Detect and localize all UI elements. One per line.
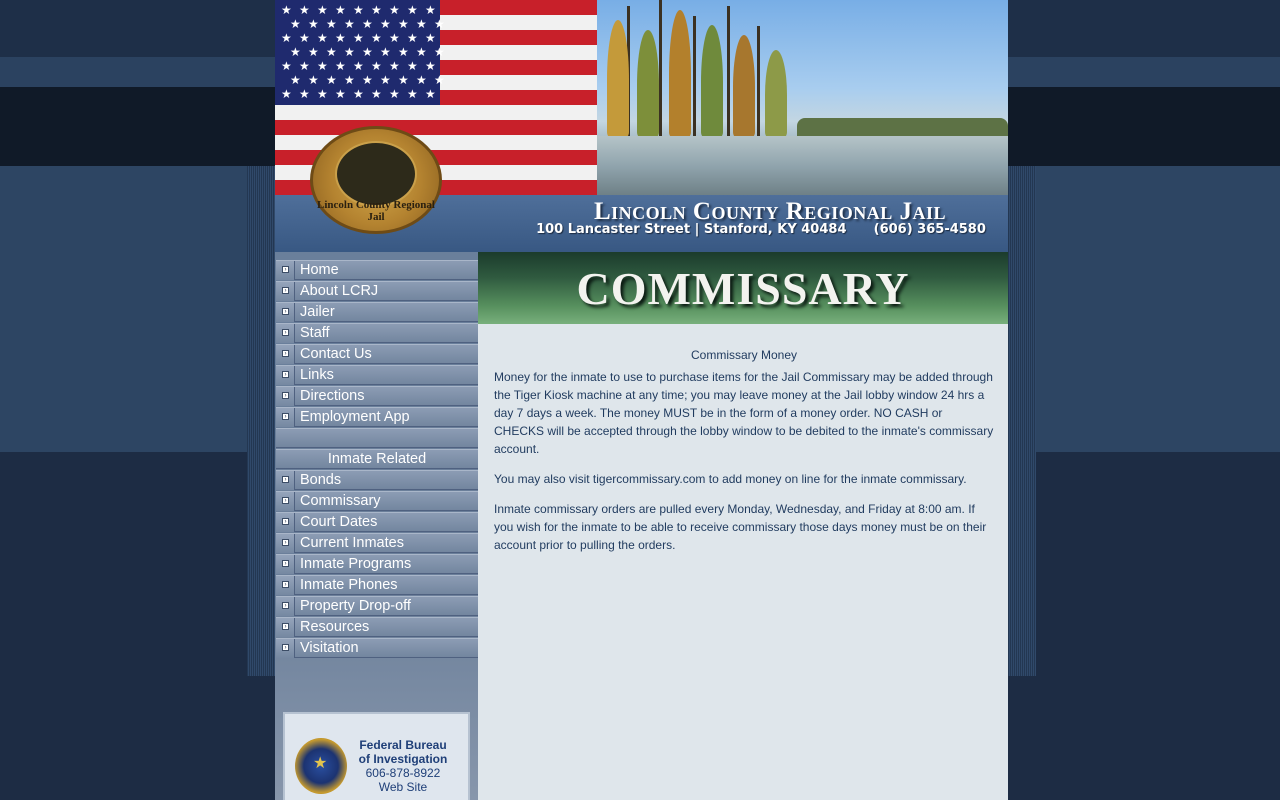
nav-item-home[interactable] <box>276 260 478 280</box>
nav-item-current-inmates[interactable] <box>276 533 478 553</box>
nav-item-about-lcrj[interactable] <box>276 281 478 301</box>
bullet-icon: › <box>276 324 295 343</box>
nav-spacer <box>276 428 478 448</box>
nav-item-links[interactable] <box>276 365 478 385</box>
nav-item-label: Current Inmates <box>300 535 404 551</box>
bullet-icon: › <box>276 492 295 511</box>
site-address: 100 Lancaster Street | Stanford, KY 40484 (606) 365-4580 <box>536 222 986 237</box>
nav-item-label: Inmate Programs <box>300 556 412 572</box>
bullet-icon: › <box>276 597 295 616</box>
page-title: COMMISSARY <box>576 263 910 314</box>
nav-section-header: Inmate Related <box>276 449 478 469</box>
county-seal-logo <box>310 126 442 234</box>
fbi-link-box[interactable] <box>283 712 470 800</box>
nav-item-contact-us[interactable] <box>276 344 478 364</box>
nav-item-label: Commissary <box>300 493 381 509</box>
bullet-icon: › <box>276 618 295 637</box>
bullet-icon: › <box>276 282 295 301</box>
nav-item-label: Directions <box>300 388 365 404</box>
page-banner <box>478 252 1008 324</box>
bullet-icon: › <box>276 261 295 280</box>
fbi-seal-icon <box>295 738 347 794</box>
lake-photo-image <box>597 0 1008 196</box>
nav-item-label: Contact Us <box>300 346 372 362</box>
site-header <box>275 0 1008 252</box>
nav-item-inmate-programs[interactable] <box>276 554 478 574</box>
page-shadow-left <box>247 166 275 676</box>
bullet-icon: › <box>276 387 295 406</box>
bullet-icon: › <box>276 639 295 658</box>
bullet-icon: › <box>276 408 295 427</box>
nav-item-inmate-phones[interactable] <box>276 575 478 595</box>
article-paragraph: Money for the inmate to use to purchase items for the Jail Commissary may be added through the Tiger Kiosk machine at any time; you may leave money at the Jail lobby window 24 hrs a day 7 days a week. The money MUST be in the form of a money order. NO CASH or CHECKS will be accepted through the lobby window to be debited to the inmate's commissary account. <box>494 370 994 456</box>
fbi-info <box>353 738 453 794</box>
fbi-phone: 606-878-8922 <box>365 766 441 780</box>
nav-item-staff[interactable] <box>276 323 478 343</box>
nav-item-label: Employment App <box>300 409 410 425</box>
nav-item-label: Property Drop-off <box>300 598 411 614</box>
page-container <box>275 0 1008 800</box>
nav-item-property-drop-off[interactable] <box>276 596 478 616</box>
nav-item-label: Bonds <box>300 472 342 488</box>
article <box>494 346 994 566</box>
nav-item-commissary[interactable] <box>276 491 478 511</box>
fbi-name-line1: Federal Bureau <box>359 738 447 752</box>
nav-item-label: Home <box>300 262 339 278</box>
nav-item-label: About LCRJ <box>300 283 379 299</box>
nav-item-label: Visitation <box>300 640 359 656</box>
bullet-icon: › <box>276 303 295 322</box>
nav-item-label: Resources <box>300 619 370 635</box>
fbi-name-line2: of Investigation <box>358 752 448 766</box>
article-heading: Commissary Money <box>690 348 798 362</box>
nav-item-jailer[interactable] <box>276 302 478 322</box>
nav-item-label: Staff <box>300 325 330 341</box>
american-flag-image: ★ ★ ★ ★ ★ ★ ★ ★ ★ ★ ★ ★ ★ ★ ★ ★ ★ ★ ★ ★ ★ ★ ★ ★ ★ ★ ★ ★ ★ ★ ★ ★ ★ ★ ★ ★ ★ ★ ★ ★ ★ ★ ★ ★ ★ ★ ★ ★ ★ ★ ★ ★ ★ ★ ★ ★ ★ ★ ★ ★ ★ ★ ★ <box>275 0 610 196</box>
nav-item-label: Court Dates <box>300 514 378 530</box>
article-paragraph: You may also visit tigercommissary.com to add money on line for the inmate commissary. <box>494 472 967 486</box>
nav-item-visitation[interactable] <box>276 638 478 658</box>
nav-item-directions[interactable] <box>276 386 478 406</box>
page-shadow-right <box>1008 166 1036 676</box>
nav-item-label: Links <box>300 367 334 383</box>
bullet-icon: › <box>276 555 295 574</box>
fbi-website-link[interactable]: Web Site <box>378 780 428 794</box>
bullet-icon: › <box>276 513 295 532</box>
main-content <box>478 252 1008 800</box>
nav-item-label: Inmate Phones <box>300 577 398 593</box>
sidebar-nav <box>275 252 478 800</box>
nav-item-label: Jailer <box>300 304 335 320</box>
bullet-icon: › <box>276 576 295 595</box>
site-title: Lincoln County Regional Jail <box>593 198 947 225</box>
bullet-icon: › <box>276 366 295 385</box>
nav-item-resources[interactable] <box>276 617 478 637</box>
bullet-icon: › <box>276 471 295 490</box>
bullet-icon: › <box>276 345 295 364</box>
article-paragraph: Inmate commissary orders are pulled every Monday, Wednesday, and Friday at 8:00 am. If you wish for the inmate to be able to receive commissary those days money must be on their account prior to pulling the orders. <box>494 502 987 552</box>
seal-text: Lincoln County Regional Jail <box>317 199 435 223</box>
nav-item-employment-app[interactable] <box>276 407 478 427</box>
bullet-icon: › <box>276 534 295 553</box>
nav-item-court-dates[interactable] <box>276 512 478 532</box>
nav-item-bonds[interactable] <box>276 470 478 490</box>
